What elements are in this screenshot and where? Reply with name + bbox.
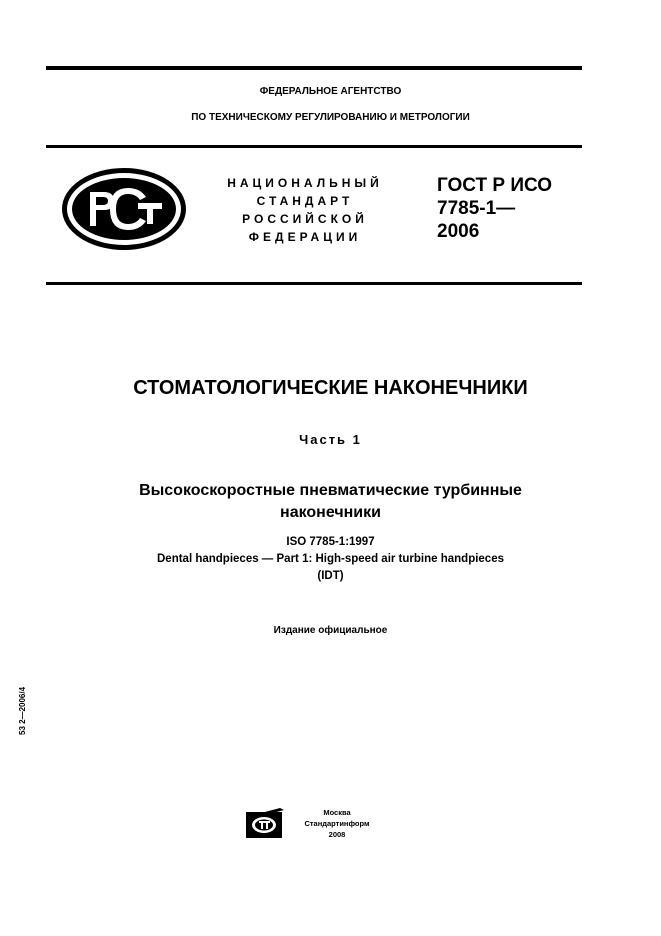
national-standard-line-4: ФЕДЕРАЦИИ bbox=[248, 230, 362, 244]
publisher-name: Стандартинформ bbox=[304, 819, 370, 828]
designation-line-2: 7785-1— bbox=[437, 198, 516, 219]
designation-line-1: ГОСТ Р ИСО bbox=[437, 175, 553, 196]
publisher-year: 2008 bbox=[328, 830, 346, 839]
subtitle-line-1: Высокоскоростные пневматические турбинные bbox=[139, 482, 522, 499]
iso-english-title: Dental handpieces — Part 1: High-speed air turbine handpieces bbox=[157, 553, 504, 565]
document-subtitle bbox=[40, 480, 621, 524]
agency-line-1: ФЕДЕРАЛЬНОЕ АГЕНТСТВО bbox=[259, 86, 402, 97]
part-label: Часть 1 bbox=[299, 432, 362, 447]
national-standard-line-2: СТАНДАРТ bbox=[256, 194, 354, 208]
standartinform-logo-icon bbox=[246, 808, 286, 838]
rst-mark-icon bbox=[60, 166, 188, 252]
side-code: 53 2—2006/4 bbox=[18, 686, 27, 735]
edition-label: Издание официальное bbox=[273, 625, 388, 636]
top-rule bbox=[46, 66, 582, 70]
iso-reference: ISO 7785-1:1997 bbox=[286, 536, 375, 548]
publisher-city: Москва bbox=[323, 808, 351, 817]
national-standard-line-3: РОССИЙСКОЙ bbox=[242, 212, 368, 226]
designation-line-3: 2006 bbox=[437, 221, 480, 242]
mid-rule bbox=[46, 282, 582, 285]
iso-idt: (IDT) bbox=[317, 570, 344, 582]
header-rule bbox=[46, 145, 582, 148]
document-title: СТОМАТОЛОГИЧЕСКИЕ НАКОНЕЧНИКИ bbox=[133, 377, 528, 399]
subtitle-line-2: наконечники bbox=[280, 504, 381, 521]
national-standard-line-1: НАЦИОНАЛЬНЫЙ bbox=[227, 176, 383, 190]
agency-line-2: ПО ТЕХНИЧЕСКОМУ РЕГУЛИРОВАНИЮ И МЕТРОЛОГИИ bbox=[191, 112, 470, 123]
